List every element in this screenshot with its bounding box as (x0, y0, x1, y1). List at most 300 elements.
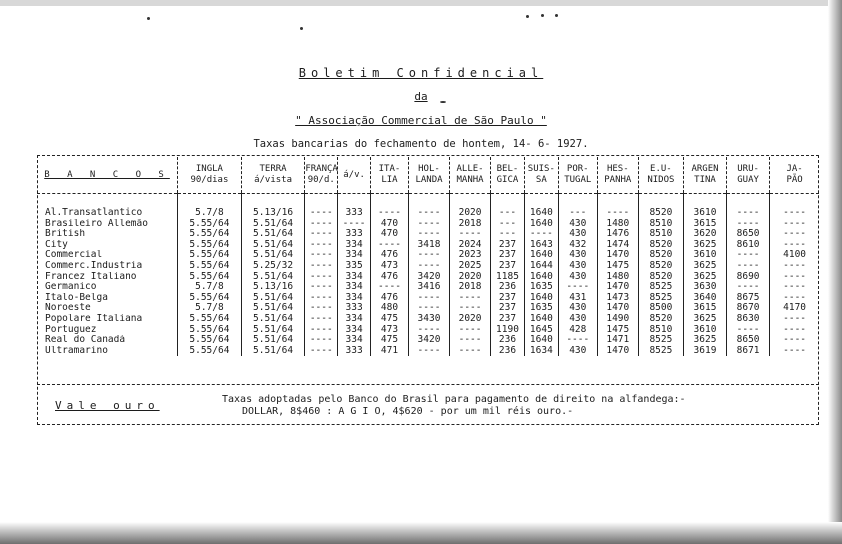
rate-belgica: 237 (491, 293, 525, 304)
rate-italia: 475 (371, 314, 409, 325)
column-header-line1: B A N C O S (44, 169, 170, 180)
rate-ingvista: 5.51/64 (241, 325, 305, 336)
rate-argentina: 3610 (683, 250, 726, 261)
rate-argentina: 3640 (683, 293, 726, 304)
vale-ouro-label: Vale ouro (55, 399, 160, 412)
rate-fr90: ---- (305, 282, 338, 293)
rate-japao: ---- (783, 218, 807, 229)
rate-portugal: 430 (558, 250, 597, 261)
bank-name: Francez Italiano (37, 272, 178, 283)
table-header-row (37, 157, 819, 194)
rate-hollanda: ---- (408, 250, 449, 261)
scan-speck (541, 14, 544, 17)
rate-ing90: 5.55/64 (178, 240, 242, 251)
rate-portugal: 430 (558, 346, 597, 357)
rate-hespanha: 1474 (597, 240, 638, 251)
rate-ingvista: 5.51/64 (241, 250, 305, 261)
rate-portugal: 430 (558, 303, 597, 314)
rate-ing90: 5.55/64 (178, 325, 242, 336)
rate-portugal: 430 (558, 229, 597, 240)
rate-japao: 4170 (783, 303, 807, 314)
rate-eunidos: 8520 (638, 194, 683, 219)
rate-suissa: 1640 (524, 293, 558, 304)
document-subtitle: Taxas bancarias do fechamento de hontem, 14- 6- 1927. (253, 138, 589, 150)
bank-name: Al.Transatlantico (37, 194, 178, 219)
rate-italia: 473 (371, 325, 409, 336)
rate-eunidos: 8510 (638, 325, 683, 336)
rate-ing90: 5.55/64 (178, 261, 242, 272)
table-row (37, 240, 819, 251)
rate-hollanda: 3420 (408, 335, 449, 346)
rate-eunidos: 8520 (638, 240, 683, 251)
rate-ing90: 5.7/8 (178, 194, 242, 219)
rate-suissa: 1640 (524, 314, 558, 325)
column-header-line1: SUIS- (527, 164, 555, 174)
rate-argentina: 3630 (683, 282, 726, 293)
rate-frv: 333 (338, 229, 371, 240)
rate-uruguay: 8610 (727, 240, 770, 251)
rate-ingvista: 5.51/64 (241, 229, 305, 240)
column-header-line2: SA (535, 175, 547, 185)
rate-uruguay: 8670 (727, 303, 770, 314)
rate-frv: 334 (338, 335, 371, 346)
column-header-line1: INGLA (195, 164, 223, 174)
column-header-line1: HES- (606, 164, 629, 174)
rate-belgica: 1190 (491, 325, 525, 336)
rate-belgica: --- (491, 219, 525, 230)
scan-right-edge (828, 0, 842, 544)
column-header-line1: TERRA (259, 164, 287, 174)
rate-hollanda: 3416 (408, 282, 449, 293)
rate-japao: ---- (783, 282, 807, 293)
rate-ing90: 5.55/64 (178, 250, 242, 261)
column-header-line2: TUGAL (564, 175, 592, 185)
rate-belgica: 236 (491, 346, 525, 357)
rate-hollanda: 3420 (408, 272, 449, 283)
rate-hollanda: ---- (408, 325, 449, 336)
rate-japao: ---- (783, 292, 807, 303)
rate-hespanha: ---- (597, 194, 638, 219)
bank-name: Real do Canadá (37, 335, 178, 346)
column-header-hollanda (408, 157, 449, 194)
rate-italia: 475 (371, 335, 409, 346)
column-header-line1: ALLE- (456, 164, 484, 174)
vale-ouro-line1: Taxas adoptadas pelo Banco do Brasil para pagamento de direito na alfandega:- (222, 394, 686, 405)
column-header-belgica (491, 157, 525, 194)
rate-portugal: 431 (558, 293, 597, 304)
rate-frv: 333 (338, 303, 371, 314)
table-row (37, 261, 819, 272)
column-header-line2: 90/dias (190, 175, 229, 185)
column-header-line2: PÃO (786, 175, 803, 185)
rate-belgica: --- (491, 194, 525, 219)
rate-frv: 334 (338, 325, 371, 336)
rate-frv: 333 (338, 346, 371, 357)
rate-hespanha: 1475 (597, 261, 638, 272)
rate-argentina: 3610 (683, 325, 726, 336)
rate-hespanha: 1470 (597, 282, 638, 293)
table-row (37, 293, 819, 304)
scan-top-edge (0, 0, 842, 6)
rate-allemanha: ---- (450, 229, 491, 240)
column-header-bank (37, 157, 178, 194)
rate-hollanda: ---- (408, 229, 449, 240)
column-header-line2: TINA (694, 175, 716, 185)
rate-ingvista: 5.51/64 (241, 240, 305, 251)
rate-ingvista: 5.13/16 (241, 282, 305, 293)
column-header-portugal (558, 157, 597, 194)
column-header-line1: POR- (566, 164, 589, 174)
rate-frv: 334 (338, 293, 371, 304)
rate-allemanha: 2024 (450, 240, 491, 251)
rate-hespanha: 1476 (597, 229, 638, 240)
column-header-argentina (683, 157, 726, 194)
rate-eunidos: 8520 (638, 261, 683, 272)
rate-belgica: --- (491, 229, 525, 240)
bank-name: Popolare Italiana (37, 314, 178, 325)
rate-argentina: 3619 (683, 346, 726, 357)
rate-ingvista: 5.51/64 (241, 293, 305, 304)
rate-italia: 476 (371, 250, 409, 261)
rate-italia: ---- (371, 240, 409, 251)
rate-allemanha: ---- (450, 335, 491, 346)
rate-hespanha: 1470 (597, 250, 638, 261)
column-header-line2: LANDA (415, 175, 443, 185)
rate-hollanda: ---- (408, 293, 449, 304)
rate-hespanha: 1490 (597, 314, 638, 325)
column-header-line1: ARGEN (691, 164, 719, 174)
rate-hespanha: 1480 (597, 272, 638, 283)
column-header-line1: JA- (786, 164, 803, 174)
rate-suissa: 1645 (524, 325, 558, 336)
rate-italia: 480 (371, 303, 409, 314)
rate-uruguay: ---- (727, 219, 770, 230)
table-row (37, 303, 819, 314)
rate-suissa: 1640 (524, 335, 558, 346)
rate-allemanha: ---- (450, 303, 491, 314)
rate-allemanha: ---- (450, 293, 491, 304)
rate-belgica: 237 (491, 303, 525, 314)
column-header-line1: BEL- (496, 164, 519, 174)
table-row (37, 219, 819, 230)
rate-allemanha: 2020 (450, 272, 491, 283)
column-header-allemanha (450, 157, 491, 194)
rate-ing90: 5.55/64 (178, 272, 242, 283)
rate-argentina: 3625 (683, 240, 726, 251)
rate-argentina: 3615 (683, 219, 726, 230)
rate-allemanha: ---- (450, 346, 491, 357)
rate-italia: 476 (371, 293, 409, 304)
rate-suissa: 1640 (524, 219, 558, 230)
rate-hollanda: ---- (408, 194, 449, 219)
document-title: Boletim Confidencial (298, 66, 544, 80)
rate-allemanha: 2018 (450, 219, 491, 230)
rate-japao: ---- (783, 345, 807, 356)
rate-portugal: 430 (558, 261, 597, 272)
rate-japao: ---- (783, 207, 807, 218)
vale-ouro-section (37, 384, 819, 425)
column-header-line1: FRANÇA (305, 164, 338, 174)
rate-suissa: 1644 (524, 261, 558, 272)
scan-bottom-edge (0, 522, 842, 544)
vale-ouro-line2: DOLLAR, 8$460 : A G I O, 4$620 - por um mil réis ouro.- (242, 406, 574, 417)
rate-allemanha: 2023 (450, 250, 491, 261)
rate-uruguay: ---- (727, 194, 770, 219)
rate-eunidos: 8525 (638, 293, 683, 304)
rate-uruguay: ---- (727, 261, 770, 272)
scan-speck (147, 17, 150, 20)
rate-fr90: ---- (305, 194, 338, 219)
bank-name: Germanico (37, 282, 178, 293)
rate-portugal: 430 (558, 272, 597, 283)
rate-uruguay: 8650 (727, 335, 770, 346)
rate-japao: ---- (783, 260, 807, 271)
rate-ing90: 5.55/64 (178, 314, 242, 325)
table-row (37, 314, 819, 325)
rate-suissa: 1634 (524, 346, 558, 357)
rate-hespanha: 1470 (597, 346, 638, 357)
rate-ing90: 5.55/64 (178, 335, 242, 346)
column-header-line2: PANHA (604, 175, 632, 185)
column-header-line1: E.U- (650, 164, 672, 174)
scan-speck (526, 15, 529, 18)
rate-hollanda: ---- (408, 261, 449, 272)
rate-italia: ---- (371, 194, 409, 219)
rate-eunidos: 8520 (638, 250, 683, 261)
rate-allemanha: ---- (450, 325, 491, 336)
rate-suissa: 1635 (524, 282, 558, 293)
rate-japao: 4100 (783, 250, 807, 261)
rate-portugal: ---- (558, 282, 597, 293)
rate-eunidos: 8510 (638, 219, 683, 230)
column-header-line1: ITA- (378, 164, 401, 174)
column-header-uruguay (727, 157, 770, 194)
table-row (37, 272, 819, 283)
rate-suissa: 1640 (524, 272, 558, 283)
rate-frv: 334 (338, 282, 371, 293)
rate-fr90: ---- (305, 261, 338, 272)
rate-argentina: 3625 (683, 314, 726, 325)
bank-name: British (37, 229, 178, 240)
rate-fr90: ---- (305, 325, 338, 336)
rate-italia: 470 (371, 219, 409, 230)
rate-belgica: 236 (491, 335, 525, 346)
column-header-line2: GICA (496, 175, 519, 185)
rate-fr90: ---- (305, 240, 338, 251)
column-header-line2: á/v. (343, 169, 365, 180)
rate-ing90: 5.7/8 (178, 282, 242, 293)
rate-uruguay: ---- (727, 325, 770, 336)
column-header-suissa (524, 157, 558, 194)
column-header-ing90 (178, 157, 242, 194)
rate-uruguay: 8671 (727, 346, 770, 357)
rate-frv: 334 (338, 250, 371, 261)
rate-suissa: 1635 (524, 303, 558, 314)
rate-eunidos: 8510 (638, 229, 683, 240)
document-title-sub: da (414, 90, 428, 103)
rate-ing90: 5.55/64 (178, 229, 242, 240)
rate-fr90: ---- (305, 346, 338, 357)
rate-argentina: 3610 (683, 194, 726, 219)
column-header-line2: á/vista (254, 175, 292, 185)
rate-hespanha: 1470 (597, 303, 638, 314)
rate-fr90: ---- (305, 335, 338, 346)
column-header-japao (770, 157, 819, 194)
rate-italia: 476 (371, 272, 409, 283)
rate-uruguay: 8675 (727, 293, 770, 304)
rate-italia: 470 (371, 229, 409, 240)
rate-portugal: 428 (558, 325, 597, 336)
column-header-line2: MANHA (456, 175, 484, 185)
rate-eunidos: 8520 (638, 272, 683, 283)
rate-ing90: 5.7/8 (178, 303, 242, 314)
rate-ingvista: 5.51/64 (241, 303, 305, 314)
rate-hollanda: 3418 (408, 240, 449, 251)
rate-italia: 471 (371, 346, 409, 357)
table-row (37, 325, 819, 336)
rate-belgica: 236 (491, 282, 525, 293)
rate-frv: 335 (338, 261, 371, 272)
column-header-eunidos (638, 157, 683, 194)
rate-fr90: ---- (305, 303, 338, 314)
rate-portugal: 430 (558, 219, 597, 230)
bank-name: Portuguez (37, 325, 178, 336)
rate-eunidos: 8500 (638, 303, 683, 314)
rate-eunidos: 8525 (638, 346, 683, 357)
rate-uruguay: ---- (727, 282, 770, 293)
bank-name: Brasileiro Allemão (37, 219, 178, 230)
rate-frv: 334 (338, 272, 371, 283)
bank-name: Noroeste (37, 303, 178, 314)
table-body (37, 194, 819, 357)
rate-argentina: 3625 (683, 335, 726, 346)
rate-eunidos: 8520 (638, 314, 683, 325)
rate-japao: ---- (783, 239, 807, 250)
rate-italia: ---- (371, 282, 409, 293)
rate-portugal: ---- (558, 335, 597, 346)
column-header-frv (338, 157, 371, 194)
column-header-line2: NIDOS (647, 175, 675, 185)
rate-fr90: ---- (305, 314, 338, 325)
document-association: " Associação Commercial de São Paulo " (295, 114, 547, 127)
rate-fr90: ---- (305, 272, 338, 283)
rate-argentina: 3620 (683, 229, 726, 240)
bank-name: Italo-Belga (37, 293, 178, 304)
column-header-line1: URU- (737, 164, 759, 174)
rate-allemanha: 2018 (450, 282, 491, 293)
rate-ingvista: 5.51/64 (241, 272, 305, 283)
rate-fr90: ---- (305, 293, 338, 304)
rate-ing90: 5.55/64 (178, 293, 242, 304)
rates-table (37, 157, 819, 356)
rate-frv: 334 (338, 240, 371, 251)
rate-belgica: 237 (491, 240, 525, 251)
rate-portugal: 432 (558, 240, 597, 251)
table-row (37, 335, 819, 346)
rate-ingvista: 5.51/64 (241, 335, 305, 346)
rate-uruguay: ---- (727, 250, 770, 261)
rate-ingvista: 5.51/64 (241, 314, 305, 325)
rate-hespanha: 1471 (597, 335, 638, 346)
rate-hollanda: ---- (408, 346, 449, 357)
table-row (37, 229, 819, 240)
column-header-fr90 (305, 157, 338, 194)
rate-suissa: 1640 (524, 194, 558, 219)
table-row (37, 282, 819, 293)
rate-japao: ---- (783, 271, 807, 282)
rate-belgica: 237 (491, 261, 525, 272)
rate-suissa: 1640 (524, 250, 558, 261)
rate-uruguay: 8690 (727, 272, 770, 283)
table-row (37, 346, 819, 357)
rate-suissa: ---- (524, 229, 558, 240)
rate-belgica: 1185 (491, 272, 525, 283)
rate-allemanha: 2020 (450, 314, 491, 325)
rate-uruguay: 8650 (727, 229, 770, 240)
rate-frv: 333 (338, 194, 371, 219)
rate-ingvista: 5.51/64 (241, 219, 305, 230)
rate-belgica: 237 (491, 250, 525, 261)
scan-speck (555, 14, 558, 17)
rate-ing90: 5.55/64 (178, 219, 242, 230)
rate-japao: ---- (783, 229, 807, 240)
rate-hespanha: 1480 (597, 219, 638, 230)
rate-frv: ---- (338, 219, 371, 230)
table-row (37, 194, 819, 219)
bank-name: City (37, 240, 178, 251)
scan-speck (300, 27, 303, 30)
rate-japao: ---- (783, 324, 807, 335)
rate-uruguay: 8630 (727, 314, 770, 325)
rate-ingvista: 5.25/32 (241, 261, 305, 272)
rate-belgica: 237 (491, 314, 525, 325)
rate-hollanda: ---- (408, 303, 449, 314)
rate-eunidos: 8525 (638, 282, 683, 293)
rate-portugal: --- (558, 194, 597, 219)
rate-ingvista: 5.13/16 (241, 194, 305, 219)
rate-fr90: ---- (305, 229, 338, 240)
bank-name: Commerc.Industria (37, 261, 178, 272)
rate-portugal: 430 (558, 314, 597, 325)
rate-fr90: ---- (305, 250, 338, 261)
table-row (37, 250, 819, 261)
rate-allemanha: 2020 (450, 194, 491, 219)
rate-argentina: 3625 (683, 261, 726, 272)
rate-eunidos: 8525 (638, 335, 683, 346)
rate-japao: ---- (783, 335, 807, 346)
rate-hespanha: 1473 (597, 293, 638, 304)
rate-argentina: 3625 (683, 272, 726, 283)
rate-ingvista: 5.51/64 (241, 346, 305, 357)
rate-hollanda: 3430 (408, 314, 449, 325)
bank-name: Commercial (37, 250, 178, 261)
rate-ing90: 5.55/64 (178, 346, 242, 357)
rate-hespanha: 1475 (597, 325, 638, 336)
rate-hollanda: ---- (408, 219, 449, 230)
rate-allemanha: 2025 (450, 261, 491, 272)
rate-suissa: 1643 (524, 240, 558, 251)
column-header-line2: 90/d. (307, 175, 335, 185)
rate-fr90: ---- (305, 219, 338, 230)
column-header-hespanha (597, 157, 638, 194)
column-header-ingvista (241, 157, 305, 194)
bank-name: Ultramarino (37, 346, 178, 357)
rate-frv: 334 (338, 314, 371, 325)
column-header-line1: HOL- (418, 164, 440, 174)
rate-japao: ---- (783, 313, 807, 324)
column-header-line2: GUAY (737, 175, 759, 185)
column-header-italia (371, 157, 409, 194)
